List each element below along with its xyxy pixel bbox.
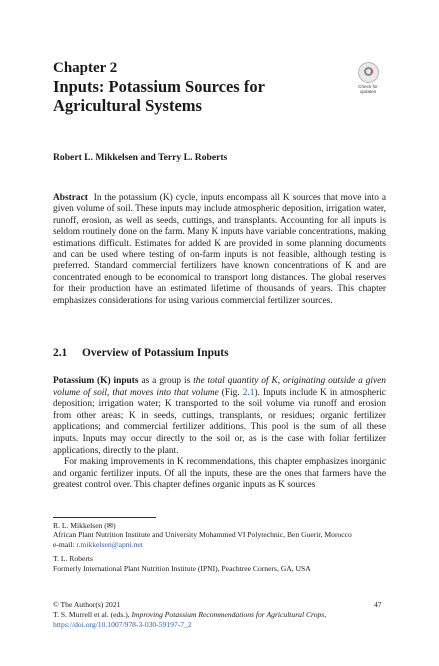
copyright-line: © The Author(s) 2021 (53, 600, 121, 609)
definition-italic: the total quantity of K, originating outside a given volume of soil, that moves into that volume (53, 376, 386, 398)
crossmark-icon (358, 62, 379, 83)
abstract-label: Abstract (53, 193, 88, 203)
author1-name: R. L. Mikkelsen (✉) (53, 521, 116, 530)
p1-text-a: as a group is (138, 376, 194, 386)
paragraph-2: For making improvements in K recommendations, this chapter emphasizes inorganic and organic fertilizer inputs. Of all the inputs, these are the ones that farmers have the greatest control over. This chapter defines organic inputs as K sources (53, 457, 386, 491)
check-for-updates-badge[interactable] (353, 62, 383, 98)
abstract (53, 193, 386, 307)
author-footnotes (53, 521, 386, 573)
term-potassium-inputs: Potassium (K) inputs (53, 376, 139, 386)
figure-reference-link[interactable]: 2.1 (242, 387, 255, 398)
check-for-updates-label: Check for updates (358, 84, 378, 94)
book-title: Improving Potassium Recommendations for Agricultural Crops (131, 610, 325, 619)
section-number: 2.1 (53, 347, 68, 359)
citation-line (53, 610, 386, 630)
citation-sep: , (324, 610, 327, 619)
publication-meta (53, 600, 386, 630)
p1-text-c: ). Inputs include K in atmospheric deposition; irrigation water; K transported to the soil volume via runoff and erosion from other areas; K in seeds, cuttings, transplants, or residues; organic fertilizer applications; and commercial fertilizer additions. This pool is the sum of all these inputs. Inputs may occur directly to the soil or, as is the case with foliar fertilizer applications, directly to the plant. (53, 387, 386, 456)
section-title: Overview of Potassium Inputs (82, 347, 229, 359)
author1-email-link[interactable]: r.mikkelsen@apni.net (76, 539, 143, 549)
body-text (53, 376, 386, 492)
page-number: 47 (374, 600, 382, 609)
abstract-text: In the potassium (K) cycle, inputs encompass all K sources that move into a given volume of soil. These inputs may include atmospheric deposition, irrigation water, runoff, erosion, as well as seeds, cuttings, and transplants. Accounting for all inputs is seldom routinely done on the farm. Many K inputs have variable concentrations, making estimations difficult. Estimates for added K are provided in some planning documents and can be used where testing of on-farm inputs is not feasible, although testing is preferred. Standard commercial fertilizers have known concentrations of K and are concentrated enough to be economical to transport long distances. The global reserves for their production have an estimated lifetime of thousands of years. This chapter emphasizes considerations for using various commercial fertilizer sources. (53, 193, 386, 306)
p1-text-b: (Fig. (218, 387, 243, 398)
author-line: Robert L. Mikkelsen and Terry L. Roberts (53, 152, 228, 163)
section-heading (53, 347, 229, 359)
author2-affiliation: Formerly International Plant Nutrition Institute (IPNI), Peachtree Corners, GA, USA (53, 563, 311, 573)
email-label: e-mail: (53, 539, 77, 549)
doi-link[interactable]: https://doi.org/10.1007/978-3-030-59197-7_2 (53, 620, 192, 629)
author2-name: T. L. Roberts (53, 554, 93, 564)
paragraph-1 (53, 376, 386, 457)
chapter-label: Chapter 2 (53, 60, 118, 76)
citation-editors: T. S. Murrell et al. (eds.), (53, 610, 132, 619)
chapter-title: Inputs: Potassium Sources for Agricultural Systems (53, 77, 265, 115)
footnote-divider (53, 517, 156, 518)
author1-affiliation: African Plant Nutrition Institute and University Mohammed VI Polytechnic, Ben Guerir, Morocco (53, 530, 352, 540)
author1-email-line (53, 540, 386, 549)
